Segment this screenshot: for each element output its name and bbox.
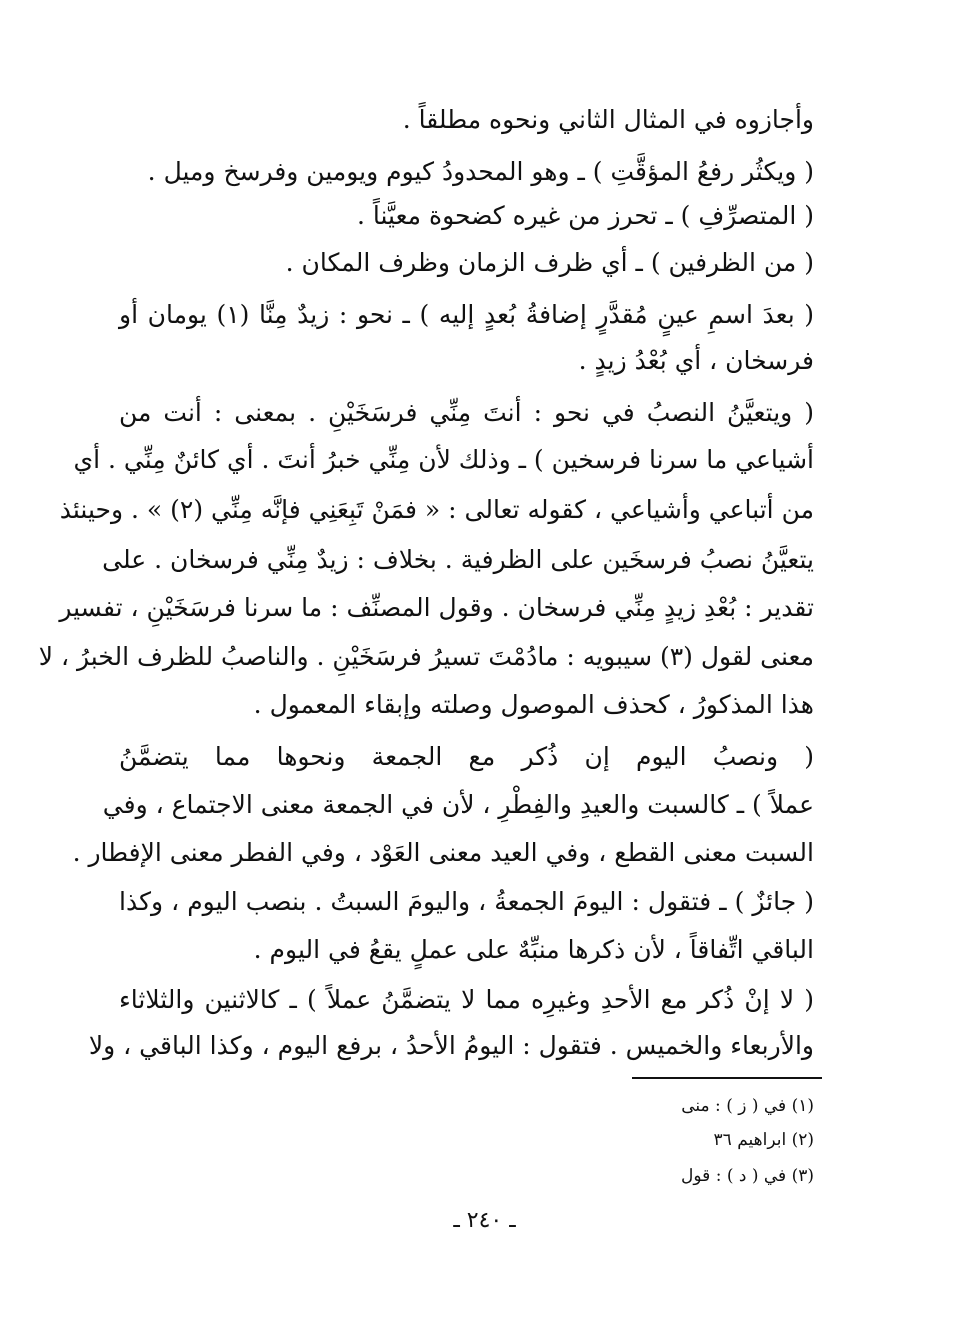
text-line: فرسخان ، أي بُعْدُ زيدٍ . xyxy=(578,346,814,375)
footnote: (٣) في ( د ) : قول xyxy=(681,1166,814,1186)
text-line: ( ويتعيَّنُ النصبُ في نحو : أنتَ مِنِّي فرسَخَيْنِ . بمعنى : أنت من xyxy=(119,398,814,427)
text-line: تقدير : بُعْدِ زيدٍ مِنِّي فرسخان . وقول المصنِّف : ما سرنا فرسَخَيْنِ ، تفسير xyxy=(59,593,814,622)
text-line: الباقي اتِّفاقاً ، لأن ذكرها منبِّهٌ على عملٍ يقعُ في اليوم . xyxy=(253,935,814,964)
text-line: هذا المذكورُ ، كحذف الموصول وصلته وإبقاء المعمول . xyxy=(253,690,814,719)
footnote: (٢) ابراهيم ٣٦ xyxy=(713,1130,814,1150)
text-line: أشياعي ما سرنا فرسخين ) ـ وذلك لأن مِنِّي خبرُ أنتَ . أي كائنٌ مِنِّي . أي xyxy=(73,445,814,474)
text-line: السبت معنى القطع ، وفي العيد معنى العَوْد ، وفي الفطر معنى الإفطار . xyxy=(72,838,814,867)
text-line: معنى لقول (٣) سيبويه : مادُمْتَ تسيرُ فرسَخَيْنِ . والناصبُ للظرف الخبرُ ، لا xyxy=(38,642,814,671)
text-line: ( ويكثُر رفعُ المؤقَّتِ ) ـ وهو المحدودُ كيوم ويومين وفرسخ وميل . xyxy=(147,157,814,186)
text-line: يتعيَّنُ نصبُ فرسخَين على الظرفية . بخلاف : زيدٌ مِنِّي فرسخان . على xyxy=(102,545,814,574)
text-line: ( جائزٌ ) ـ فتقول : اليومَ الجمعةُ ، واليومَ السبتُ . بنصب اليوم ، وكذا xyxy=(119,887,814,916)
footnote-divider xyxy=(632,1077,822,1079)
text-line: وأجازوه في المثال الثاني ونحوه مطلقاً . xyxy=(402,105,814,134)
text-line: من أتباعي وأشياعي ، كقوله تعالى : « فمَنْ تَبِعَنِي فإنَّه مِنِّي (٢) » . وحينئذ xyxy=(59,495,814,524)
text-line: ( بعدَ اسمِ عينٍ مُقدَّرٍ إضافةُ بُعدٍ إليه ) ـ نحو : زيدٌ مِنَّا (١) يومان أو xyxy=(119,300,815,329)
text-line: ( المتصرِّفِ ) ـ تحرز من غيره كضحوة معيَّناً . xyxy=(356,201,814,230)
text-line: والأربعاء والخميس . فتقول : اليومُ الأحدُ ، برفع اليوم ، وكذا الباقي ، ولا xyxy=(88,1031,814,1060)
text-line: ( لا إنْ ذُكر مع الأحدِ وغيرِه مما لا يتضمَّنُ عملاً ) ـ كالاثنين والثلاثاء xyxy=(119,985,814,1014)
footnote: (١) في ( ز ) : منى xyxy=(681,1096,814,1116)
page-number: ـ ٢٤٠ ـ xyxy=(453,1208,516,1233)
text-line: ( ونصبُ اليوم إن ذُكر مع الجمعة ونحوها مما يتضمَّنُ xyxy=(119,742,814,771)
text-line: عملاً ) ـ كالسبت والعيدِ والفِطْرِ ، لأن في الجمعة معنى الاجتماع ، وفي xyxy=(102,790,814,819)
text-line: ( من الظرفين ) ـ أي ظرف الزمان وظرف المكان . xyxy=(285,248,814,277)
